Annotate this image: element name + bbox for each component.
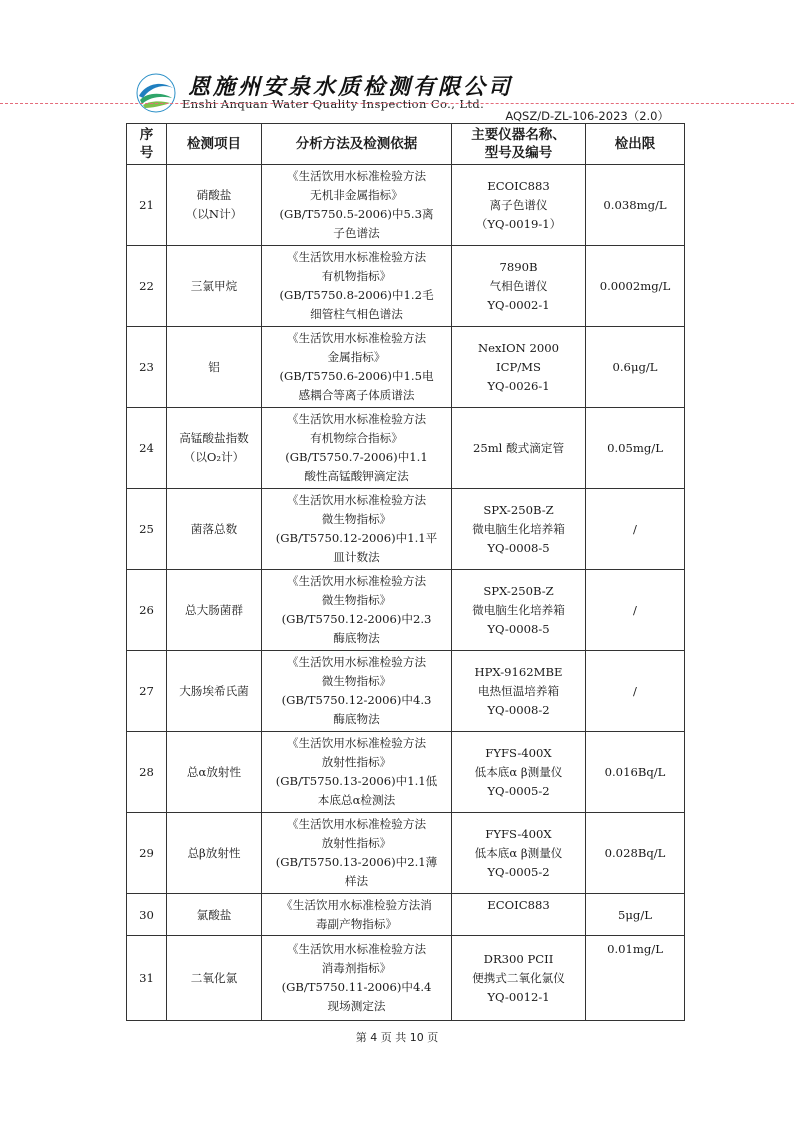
table-row bbox=[127, 327, 685, 408]
header-instrument: 主要仪器名称、 型号及编号 bbox=[452, 124, 586, 165]
cell-no: 25 bbox=[127, 489, 167, 570]
cell-item: 总β放射性 bbox=[167, 813, 262, 894]
cell-item: 铝 bbox=[167, 327, 262, 408]
cell-instrument: FYFS-400X 低本底α β测量仪 YQ-0005-2 bbox=[452, 813, 586, 894]
water-drop-logo-icon bbox=[135, 72, 177, 114]
table-row bbox=[127, 732, 685, 813]
cell-method: 《生活饮用水标准检验方法 金属指标》 (GB/T5750.6-2006)中1.5电 感耦合等离子体质谱法 bbox=[262, 327, 452, 408]
table-row bbox=[127, 813, 685, 894]
cell-instrument: NexION 2000 ICP/MS YQ-0026-1 bbox=[452, 327, 586, 408]
table-row bbox=[127, 246, 685, 327]
cell-no: 31 bbox=[127, 936, 167, 1021]
page-header bbox=[0, 0, 794, 125]
cell-item: 氯酸盐 bbox=[167, 894, 262, 936]
cell-limit: 0.028Bq/L bbox=[586, 813, 685, 894]
cell-item: 二氧化氯 bbox=[167, 936, 262, 1021]
cell-method: 《生活饮用水标准检验方法 无机非金属指标》 (GB/T5750.5-2006)中5.3离 子色谱法 bbox=[262, 165, 452, 246]
company-name-cn: 恩施州安泉水质检测有限公司 bbox=[188, 75, 514, 100]
cell-instrument: ECOIC883 离子色谱仪 （YQ-0019-1） bbox=[452, 165, 586, 246]
cell-method: 《生活饮用水标准检验方法 有机物指标》 (GB/T5750.8-2006)中1.2毛 细管柱气相色谱法 bbox=[262, 246, 452, 327]
header-serial-no: 序 号 bbox=[127, 124, 167, 165]
cell-limit: 0.01mg/L bbox=[586, 936, 685, 1021]
table-row bbox=[127, 936, 685, 1021]
cell-instrument: FYFS-400X 低本底α β测量仪 YQ-0005-2 bbox=[452, 732, 586, 813]
cell-instrument: 25ml 酸式滴定管 bbox=[452, 408, 586, 489]
cell-instrument: ECOIC883 bbox=[452, 894, 586, 936]
cell-no: 26 bbox=[127, 570, 167, 651]
cell-no: 28 bbox=[127, 732, 167, 813]
cell-no: 29 bbox=[127, 813, 167, 894]
cell-instrument: DR300 PCII 便携式二氧化氯仪 YQ-0012-1 bbox=[452, 936, 586, 1021]
cell-no: 21 bbox=[127, 165, 167, 246]
table-row bbox=[127, 408, 685, 489]
cell-method: 《生活饮用水标准检验方法 放射性指标》 (GB/T5750.13-2006)中1.1低 本底总α检测法 bbox=[262, 732, 452, 813]
cell-item: 三氯甲烷 bbox=[167, 246, 262, 327]
cell-limit: 5μg/L bbox=[586, 894, 685, 936]
table-row bbox=[127, 489, 685, 570]
cell-limit: 0.038mg/L bbox=[586, 165, 685, 246]
cell-instrument: SPX-250B-Z 微电脑生化培养箱 YQ-0008-5 bbox=[452, 570, 586, 651]
cell-method: 《生活饮用水标准检验方法 微生物指标》 (GB/T5750.12-2006)中4.3 酶底物法 bbox=[262, 651, 452, 732]
table-row bbox=[127, 165, 685, 246]
header-detection-limit: 检出限 bbox=[586, 124, 685, 165]
cell-item: 硝酸盐 （以N计） bbox=[167, 165, 262, 246]
cell-limit: / bbox=[586, 651, 685, 732]
table-row bbox=[127, 570, 685, 651]
header-method-basis: 分析方法及检测依据 bbox=[262, 124, 452, 165]
page-number: 第 4 页 共 10 页 bbox=[355, 1031, 439, 1044]
cell-limit: 0.016Bq/L bbox=[586, 732, 685, 813]
cell-item: 大肠埃希氏菌 bbox=[167, 651, 262, 732]
header-divider bbox=[0, 103, 794, 104]
detection-methods-table bbox=[126, 123, 685, 1021]
cell-no: 23 bbox=[127, 327, 167, 408]
cell-no: 22 bbox=[127, 246, 167, 327]
cell-limit: 0.0002mg/L bbox=[586, 246, 685, 327]
cell-instrument: SPX-250B-Z 微电脑生化培养箱 YQ-0008-5 bbox=[452, 489, 586, 570]
cell-method: 《生活饮用水标准检验方法 放射性指标》 (GB/T5750.13-2006)中2.1薄 样法 bbox=[262, 813, 452, 894]
table-row bbox=[127, 651, 685, 732]
cell-limit: 0.05mg/L bbox=[586, 408, 685, 489]
cell-item: 高锰酸盐指数 （以O₂计） bbox=[167, 408, 262, 489]
company-name-en: Enshi Anquan Water Quality Inspection Co., Ltd. bbox=[182, 97, 485, 111]
cell-no: 27 bbox=[127, 651, 167, 732]
cell-method: 《生活饮用水标准检验方法消 毒副产物指标》 bbox=[262, 894, 452, 936]
cell-instrument: 7890B 气相色谱仪 YQ-0002-1 bbox=[452, 246, 586, 327]
header-test-item: 检测项目 bbox=[167, 124, 262, 165]
cell-instrument: HPX-9162MBE 电热恒温培养箱 YQ-0008-2 bbox=[452, 651, 586, 732]
cell-no: 24 bbox=[127, 408, 167, 489]
table-header-row bbox=[127, 124, 685, 165]
cell-method: 《生活饮用水标准检验方法 微生物指标》 (GB/T5750.12-2006)中2.3 酶底物法 bbox=[262, 570, 452, 651]
cell-limit: 0.6μg/L bbox=[586, 327, 685, 408]
cell-method: 《生活饮用水标准检验方法 消毒剂指标》 (GB/T5750.11-2006)中4.4 现场测定法 bbox=[262, 936, 452, 1021]
cell-item: 总大肠菌群 bbox=[167, 570, 262, 651]
cell-limit: / bbox=[586, 489, 685, 570]
cell-method: 《生活饮用水标准检验方法 微生物指标》 (GB/T5750.12-2006)中1.1平 皿计数法 bbox=[262, 489, 452, 570]
table-row bbox=[127, 894, 685, 936]
cell-method: 《生活饮用水标准检验方法 有机物综合指标》 (GB/T5750.7-2006)中1.1 酸性高锰酸钾滴定法 bbox=[262, 408, 452, 489]
cell-item: 菌落总数 bbox=[167, 489, 262, 570]
cell-no: 30 bbox=[127, 894, 167, 936]
document-code: AQSZ/D-ZL-106-2023（2.0） bbox=[505, 109, 669, 123]
cell-limit: / bbox=[586, 570, 685, 651]
cell-item: 总α放射性 bbox=[167, 732, 262, 813]
